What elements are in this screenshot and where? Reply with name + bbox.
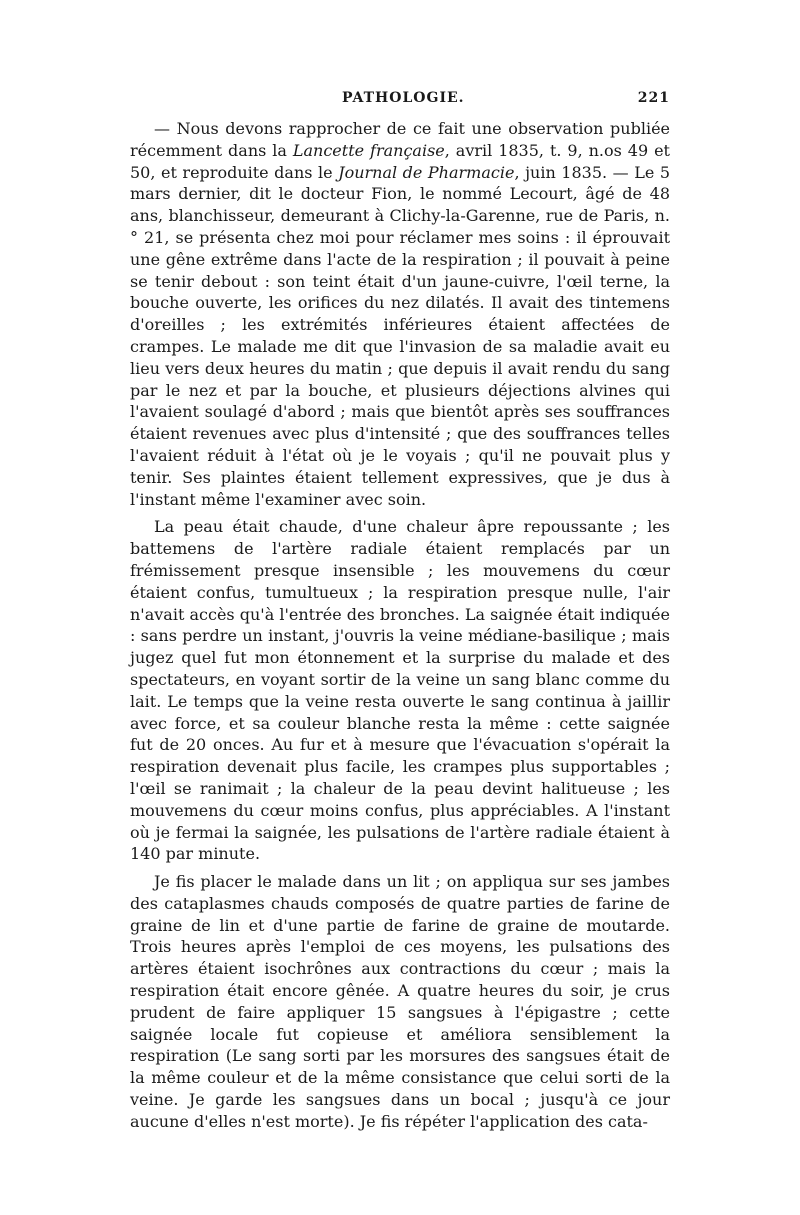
page-number: 221 <box>637 90 670 106</box>
journal-title-pharmacie: Journal de Pharmacie <box>338 162 515 182</box>
paragraph-observation <box>130 118 670 510</box>
paragraph-text: — Nous devons rapprocher de ce fait une observation publiée récemment dans la <box>130 119 670 160</box>
running-title: PATHOLOGIE. <box>342 90 465 106</box>
paragraph-text: , avril 1835, t. 9, n.os 49 et 50, et reproduite dans le <box>130 140 670 182</box>
book-page <box>130 90 670 1133</box>
paragraph-treatment: Je fis placer le malade dans un lit ; on appliqua sur ses jambes des cataplasmes chauds composés de quatre parties de farine de graine de lin et d'une partie de farine de graine de moutarde. Trois heures après l'emploi de ces moyens, les pulsations des artères étaient isochrônes aux contractions du cœur ; mais la respiration était encore gênée. A quatre heures du soir, je crus prudent de faire appliquer 15 sangsues à l'épigastre ; cette saignée locale fut copieuse et améliora sensiblement la respiration (Le sang sorti par les morsures des sangsues était de la même couleur et de la même consistance que celui sorti de la veine. Je garde les sangsues dans un bocal ; jusqu'à ce jour aucune d'elles n'est morte). Je fis répéter l'application des cata- <box>130 872 670 1131</box>
paragraph-text: , juin 1835. — Le 5 mars dernier, dit le docteur Fion, le nommé Lecourt, âgé de 48 ans, blanchisseur, demeurant à Clichy-la-Garenne, rue de Paris, n.° 21, se présenta chez moi pour réclamer mes soins : il éprouvait une gêne extrême dans l'acte de la respiration ; il pouvait à peine se tenir debout : son teint était d'un jaune-cuivre, l'œil terne, la bouche ouverte, les orifices du nez dilatés. Il avait des tintemens d'oreilles ; les extrémités inférieures étaient affectées de crampes. Le malade me dit que l'invasion de sa maladie avait eu lieu vers deux heures du matin ; que depuis il avait rendu du sang par le nez et par la bouche, et plusieurs déjections alvines qui l'avaient soulagé d'abord ; mais que bientôt après ses souffrances étaient revenues avec plus d'intensité ; que des souffrances telles l'avaient réduit à l'état où je le voyais ; qu'il ne pouvait plus y tenir. Ses plaintes étaient tellement expressives, que je dus à l'instant même l'examiner avec soin. <box>130 162 671 509</box>
running-header <box>130 90 670 118</box>
paragraph-examination: La peau était chaude, d'une chaleur âpre repoussante ; les battemens de l'artère radiale étaient remplacés par un frémissement presque insensible ; les mouvemens du cœur étaient confus, tumultueux ; la respiration presque nulle, l'air n'avait accès qu'à l'entrée des bronches. La saignée était indiquée : sans perdre un instant, j'ouvris la veine médiane-basilique ; mais jugez quel fut mon étonnement et la surprise du malade et des spectateurs, en voyant sortir de la veine un sang blanc comme du lait. Le temps que la veine resta ouverte le sang continua à jaillir avec force, et sa couleur blanche resta la même : cette saignée fut de 20 onces. Au fur et à mesure que l'évacuation s'opérait la respiration devenait plus facile, les crampes plus supportables ; l'œil se ranimait ; la chaleur de la peau devint halitueuse ; les mouvemens du cœur moins confus, plus appréciables. A l'instant où je fermai la saignée, les pulsations de l'artère radiale étaient à 140 par minute. <box>130 517 670 864</box>
journal-title-lancette: Lancette française <box>292 140 445 160</box>
